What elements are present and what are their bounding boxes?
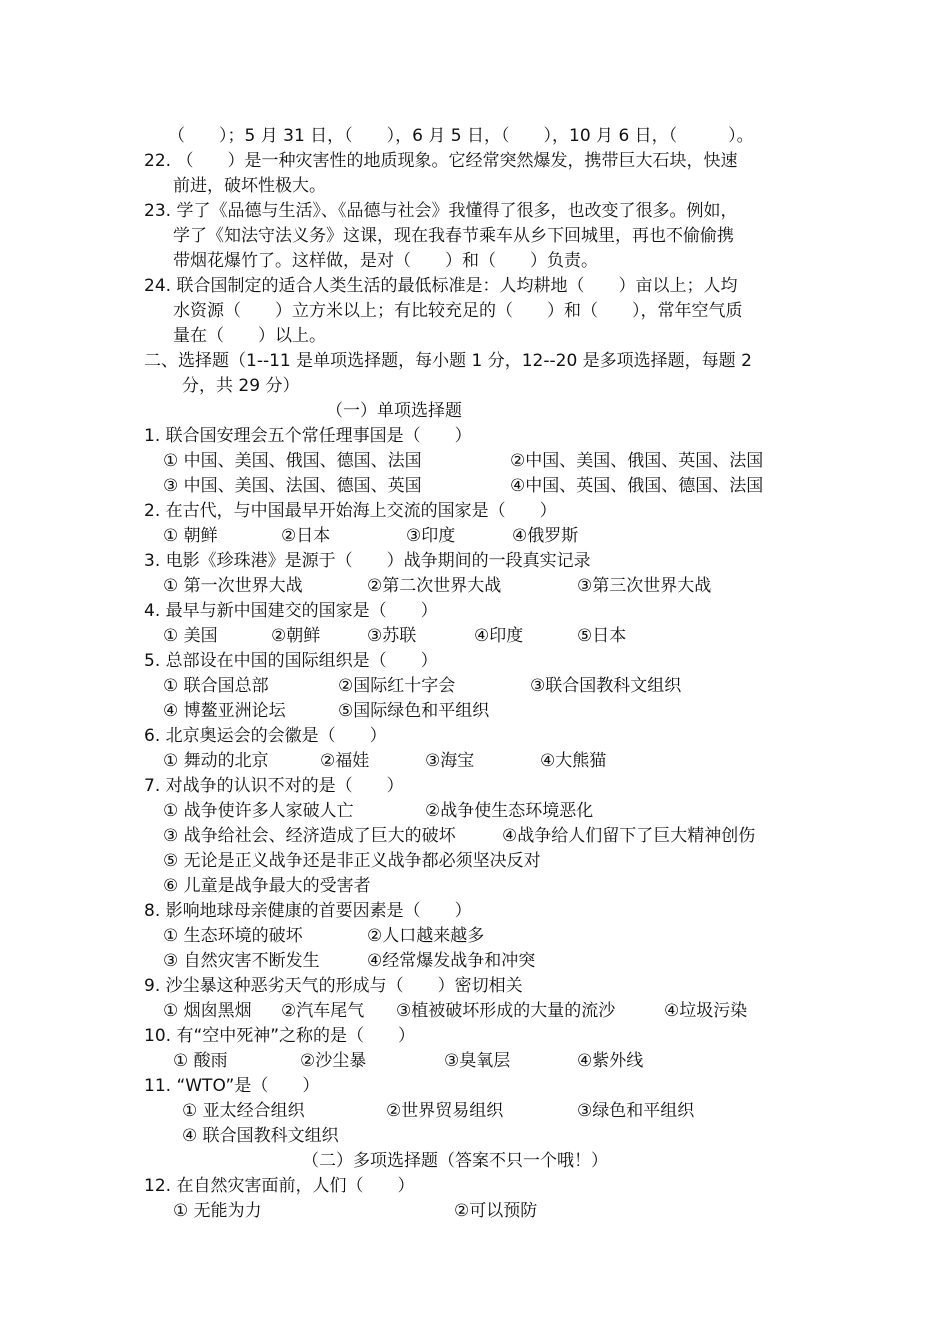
q2-option: ③印度 — [406, 526, 456, 546]
q1-option: ②中国、美国、俄国、英国、法国 — [510, 451, 764, 471]
q1-option: ④中国、英国、俄国、德国、法国 — [510, 476, 764, 496]
q2-option: ① 朝鲜 — [163, 526, 218, 546]
q6-option: ③海宝 — [425, 751, 475, 771]
q5-option: ④ 博鳌亚洲论坛 — [163, 701, 286, 721]
q8-option: ① 生态环境的破坏 — [163, 926, 303, 946]
q24-text-cont: 水资源（ ）立方米以上；有比较充足的（ ）和（ ），常年空气质 — [173, 301, 743, 321]
subsection-multiple-choice: （二）多项选择题（答案不只一个哦！） — [302, 1151, 608, 1171]
q4-option: ⑤日本 — [577, 626, 627, 646]
q7-option: ⑤ 无论是正义战争还是非正义战争都必须坚决反对 — [163, 851, 541, 871]
q7-option: ① 战争使许多人家破人亡 — [163, 801, 354, 821]
q4-text: 4. 最早与新中国建交的国家是（ ） — [144, 601, 438, 621]
q5-option: ⑤国际绿色和平组织 — [338, 701, 490, 721]
q7-option: ⑥ 儿童是战争最大的受害者 — [163, 876, 371, 896]
q22-text-cont: 前进，破坏性极大。 — [173, 176, 326, 196]
q12-option: ① 无能为力 — [173, 1201, 262, 1221]
q8-option: ④经常爆发战争和冲突 — [367, 951, 536, 971]
q5-text: 5. 总部设在中国的国际组织是（ ） — [144, 651, 438, 671]
q5-option: ① 联合国总部 — [163, 676, 269, 696]
q7-option: ②战争使生态环境恶化 — [425, 801, 594, 821]
q6-text: 6. 北京奥运会的会徽是（ ） — [144, 726, 387, 746]
q9-option: ① 烟囱黑烟 — [163, 1001, 252, 1021]
q2-option: ②日本 — [281, 526, 331, 546]
q23-text-cont: 带烟花爆竹了。这样做，是对（ ）和（ ）负责。 — [173, 251, 598, 271]
q9-option: ④垃圾污染 — [664, 1001, 748, 1021]
q10-option: ④紫外线 — [577, 1051, 644, 1071]
q1-text: 1. 联合国安理会五个常任理事国是（ ） — [144, 426, 472, 446]
q6-option: ②福娃 — [320, 751, 370, 771]
q11-option: ②世界贸易组织 — [386, 1101, 504, 1121]
q11-text: 11. “WTO”是（ ） — [144, 1076, 320, 1096]
q1-option: ③ 中国、美国、法国、德国、英国 — [163, 476, 422, 496]
q2-text: 2. 在古代，与中国最早开始海上交流的国家是（ ） — [144, 501, 557, 521]
q23-text: 23. 学了《品德与生活》、《品德与社会》我懂得了很多，也改变了很多。例如， — [144, 201, 738, 221]
q5-option: ②国际红十字会 — [338, 676, 456, 696]
section-title-cont: 分，共 29 分） — [182, 376, 300, 396]
q8-option: ②人口越来越多 — [367, 926, 485, 946]
section-title: 二、选择题（1--11 是单项选择题，每小题 1 分，12--20 是多项选择题，每题 2 — [144, 351, 752, 371]
q4-option: ④印度 — [474, 626, 524, 646]
subsection-single-choice: （一）单项选择题 — [326, 401, 462, 421]
q7-option: ③ 战争给社会、经济造成了巨大的破坏 — [163, 826, 456, 846]
q23-text-cont: 学了《知法守法义务》这课，现在我春节乘车从乡下回城里，再也不偷偷携 — [173, 226, 734, 246]
q11-option: ③绿色和平组织 — [577, 1101, 695, 1121]
q7-text: 7. 对战争的认识不对的是（ ） — [144, 776, 404, 796]
q3-text: 3. 电影《珍珠港》是源于（ ）战争期间的一段真实记录 — [144, 551, 591, 571]
q6-option: ① 舞动的北京 — [163, 751, 269, 771]
q10-text: 10. 有“空中死神”之称的是（ ） — [144, 1026, 416, 1046]
q11-option: ① 亚太经合组织 — [182, 1101, 305, 1121]
q12-text: 12. 在自然灾害面前，人们（ ） — [144, 1176, 415, 1196]
q12-option: ②可以预防 — [454, 1201, 538, 1221]
q4-option: ③苏联 — [367, 626, 417, 646]
q4-option: ②朝鲜 — [271, 626, 321, 646]
q24-text: 24. 联合国制定的适合人类生活的最低标准是：人均耕地（ ）亩以上；人均 — [144, 276, 738, 296]
q8-option: ③ 自然灾害不断发生 — [163, 951, 320, 971]
q5-option: ③联合国教科文组织 — [530, 676, 682, 696]
q9-option: ③植被破坏形成的大量的流沙 — [396, 1001, 616, 1021]
q3-option: ②第二次世界大战 — [367, 576, 502, 596]
q24-text-cont: 量在（ ）以上。 — [173, 326, 326, 346]
q11-option: ④ 联合国教科文组织 — [182, 1126, 339, 1146]
q21-continued: （ ）；5 月 31 日，（ ），6 月 5 日，（ ），10 月 6 日，（ ）。 — [168, 126, 754, 146]
q7-option: ④战争给人们留下了巨大精神创伤 — [502, 826, 756, 846]
q10-option: ① 酸雨 — [173, 1051, 228, 1071]
q4-option: ① 美国 — [163, 626, 218, 646]
q9-option: ②汽车尾气 — [281, 1001, 365, 1021]
q6-option: ④大熊猫 — [540, 751, 607, 771]
q3-option: ① 第一次世界大战 — [163, 576, 303, 596]
q10-option: ③臭氧层 — [444, 1051, 511, 1071]
q22-text: 22. （ ）是一种灾害性的地质现象。它经常突然爆发，携带巨大石块，快速 — [144, 151, 738, 171]
q2-option: ④俄罗斯 — [512, 526, 579, 546]
q3-option: ③第三次世界大战 — [577, 576, 712, 596]
q10-option: ②沙尘暴 — [300, 1051, 367, 1071]
q1-option: ① 中国、美国、俄国、德国、法国 — [163, 451, 422, 471]
q9-text: 9. 沙尘暴这种恶劣天气的形成与（ ）密切相关 — [144, 976, 523, 996]
q8-text: 8. 影响地球母亲健康的首要因素是（ ） — [144, 901, 472, 921]
